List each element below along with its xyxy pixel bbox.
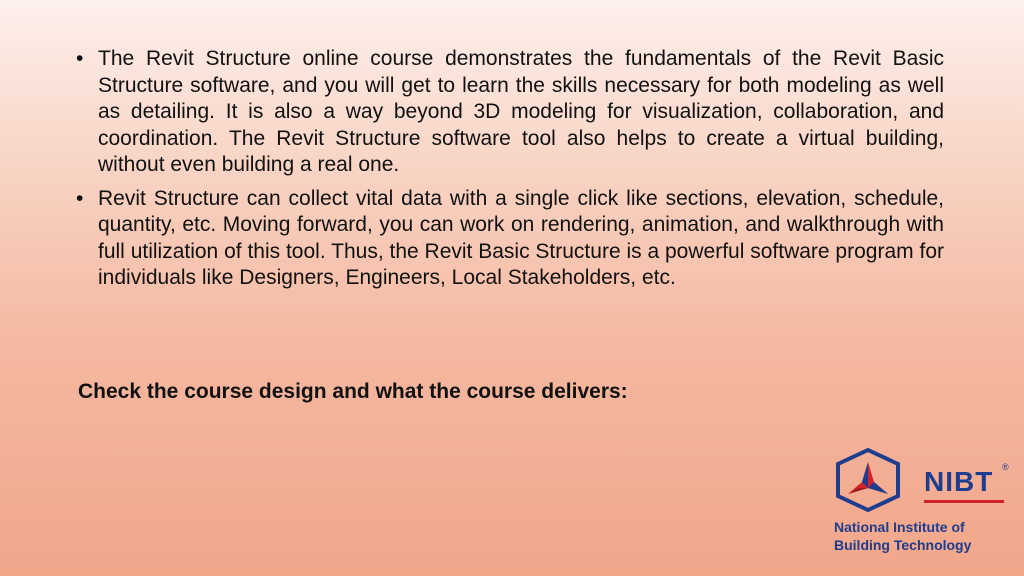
call-to-action-heading: Check the course design and what the course delivers: (78, 380, 628, 403)
bullet-list (76, 46, 944, 292)
slide-body (76, 46, 944, 299)
bullet-dot: • (76, 47, 84, 70)
nibt-logo (832, 448, 1012, 560)
bullet-text-2: Revit Structure can collect vital data with a single click like sections, elevation, schedule, quantity, etc. Moving forward, you can work on rendering, animation, and walkthrough with full utilization of this tool. Thus, the Revit Basic Structure is a powerful software program for individuals like Designers, Engineers, Local Stakeholders, etc. (98, 186, 944, 289)
logo-underline (924, 500, 1004, 503)
registered-mark: ® (1002, 462, 1009, 472)
bullet-item-1 (76, 46, 944, 179)
hexagon-emblem-icon (832, 448, 922, 512)
bullet-dot: • (76, 186, 84, 210)
bullet-item-2 (76, 186, 944, 292)
logo-full-name: National Institute of Building Technology (834, 519, 972, 553)
bullet-text-1: The Revit Structure online course demonstrates the fundamentals of the Revit Basic Structure software, and you will get to learn the skills necessary for both modeling as well as detailing. It is also a way beyond 3D modeling for visualization, collaboration, and coordination. The Revit Structure software tool also helps to create a virtual building, without even building a real one. (98, 47, 944, 176)
logo-abbreviation: NIBT (924, 466, 994, 497)
